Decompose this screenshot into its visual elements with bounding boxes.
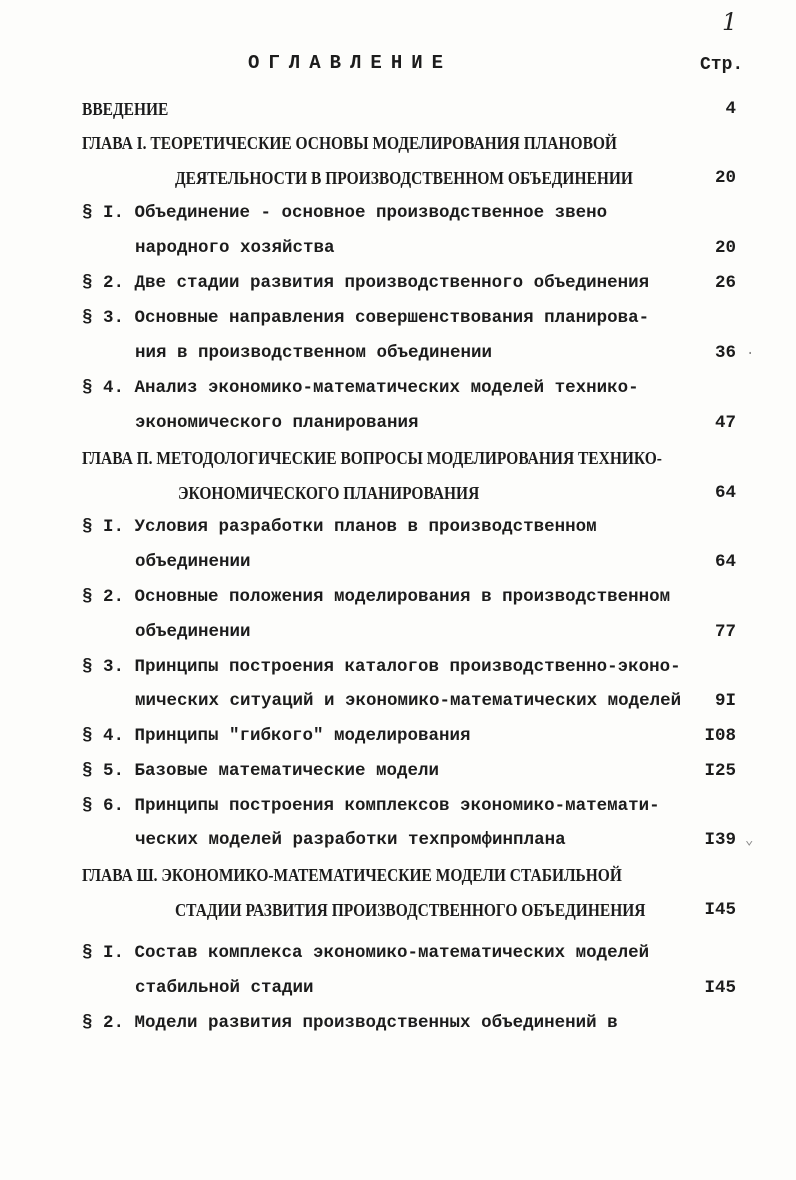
toc-page-section-1-1: 20 [714, 238, 736, 258]
toc-section-2-3-line1: § 3. Принципы построения каталогов производственно-эконо- [82, 657, 681, 677]
toc-page-section-2-4: I08 [704, 726, 736, 746]
toc-section-1-3-line1: § 3. Основные направления совершенствования планирова- [82, 308, 650, 328]
toc-section-1-4-line1: § 4. Анализ экономико-математических моделей технико- [82, 378, 639, 398]
toc-page-chapter-1: 20 [714, 168, 736, 188]
toc-page-chapter-2: 64 [714, 483, 736, 503]
toc-section-3-2-line1: § 2. Модели развития производственных объединений в [82, 1013, 618, 1033]
toc-page-section-2-1: 64 [714, 552, 736, 572]
toc-page-section-2-6: I39 [704, 830, 736, 850]
toc-chapter-1-line2: ДЕЯТЕЛЬНОСТИ В ПРОИЗВОДСТВЕННОМ ОБЪЕДИНЕНИИ [175, 168, 633, 188]
toc-chapter-1-line1: ГЛАВА I. ТЕОРЕТИЧЕСКИЕ ОСНОВЫ МОДЕЛИРОВАНИЯ ПЛАНОВОЙ [82, 133, 617, 153]
toc-chapter-3-line1: ГЛАВА Ш. ЭКОНОМИКО-МАТЕМАТИЧЕСКИЕ МОДЕЛИ СТАБИЛЬНОЙ [82, 865, 622, 885]
scan-mark: · [746, 346, 755, 362]
scan-mark: ⌄ [745, 833, 754, 849]
toc-section-1-3-line2: ния в производственном объединении [135, 343, 493, 363]
page-title: ОГЛАВЛЕНИЕ [248, 52, 453, 74]
toc-page-section-2-5: I25 [704, 761, 736, 781]
toc-section-2-5: § 5. Базовые математические модели [82, 761, 440, 781]
toc-section-2-2-line2: объединении [135, 622, 251, 642]
toc-section-1-4-line2: экономического планирования [135, 413, 419, 433]
toc-chapter-3-line2: СТАДИИ РАЗВИТИЯ ПРОИЗВОДСТВЕННОГО ОБЪЕДИНЕНИЯ [175, 900, 646, 920]
toc-section-3-1-line1: § I. Состав комплекса экономико-математических моделей [82, 943, 650, 963]
page-column-header: Стр. [700, 55, 744, 75]
toc-page-section-2-3: 9I [714, 691, 736, 711]
toc-section-3-1-line2: стабильной стадии [135, 978, 314, 998]
toc-chapter-2-line1: ГЛАВА П. МЕТОДОЛОГИЧЕСКИЕ ВОПРОСЫ МОДЕЛИРОВАНИЯ ТЕХНИКО- [82, 448, 662, 468]
toc-section-1-1-line2: народного хозяйства [135, 238, 335, 258]
toc-page-section-2-2: 77 [714, 622, 736, 642]
toc-chapter-2-line2: ЭКОНОМИЧЕСКОГО ПЛАНИРОВАНИЯ [178, 483, 480, 503]
page-number: 1 [722, 8, 738, 36]
toc-section-1-1-line1: § I. Объединение - основное производственное звено [82, 203, 608, 223]
toc-section-2-6-line2: ческих моделей разработки техпромфинплана [135, 830, 566, 850]
toc-section-2-4: § 4. Принципы "гибкого" моделирования [82, 726, 471, 746]
toc-section-1-2: § 2. Две стадии развития производственного объединения [82, 273, 650, 293]
toc-section-2-3-line2: мических ситуаций и экономико-математических моделей [135, 691, 682, 711]
toc-page-section-1-2: 26 [714, 273, 736, 293]
toc-page-section-1-3: 36 [714, 343, 736, 363]
toc-section-2-1-line2: объединении [135, 552, 251, 572]
toc-entry-intro: ВВЕДЕНИЕ [82, 99, 169, 119]
toc-page-intro: 4 [725, 99, 736, 119]
toc-section-2-6-line1: § 6. Принципы построения комплексов экономико-математи- [82, 796, 660, 816]
toc-section-2-2-line1: § 2. Основные положения моделирования в производственном [82, 587, 671, 607]
toc-section-2-1-line1: § I. Условия разработки планов в производственном [82, 517, 597, 537]
toc-page-section-1-4: 47 [714, 413, 736, 433]
toc-page-section-3-1: I45 [704, 978, 736, 998]
toc-page-chapter-3: I45 [704, 900, 736, 920]
